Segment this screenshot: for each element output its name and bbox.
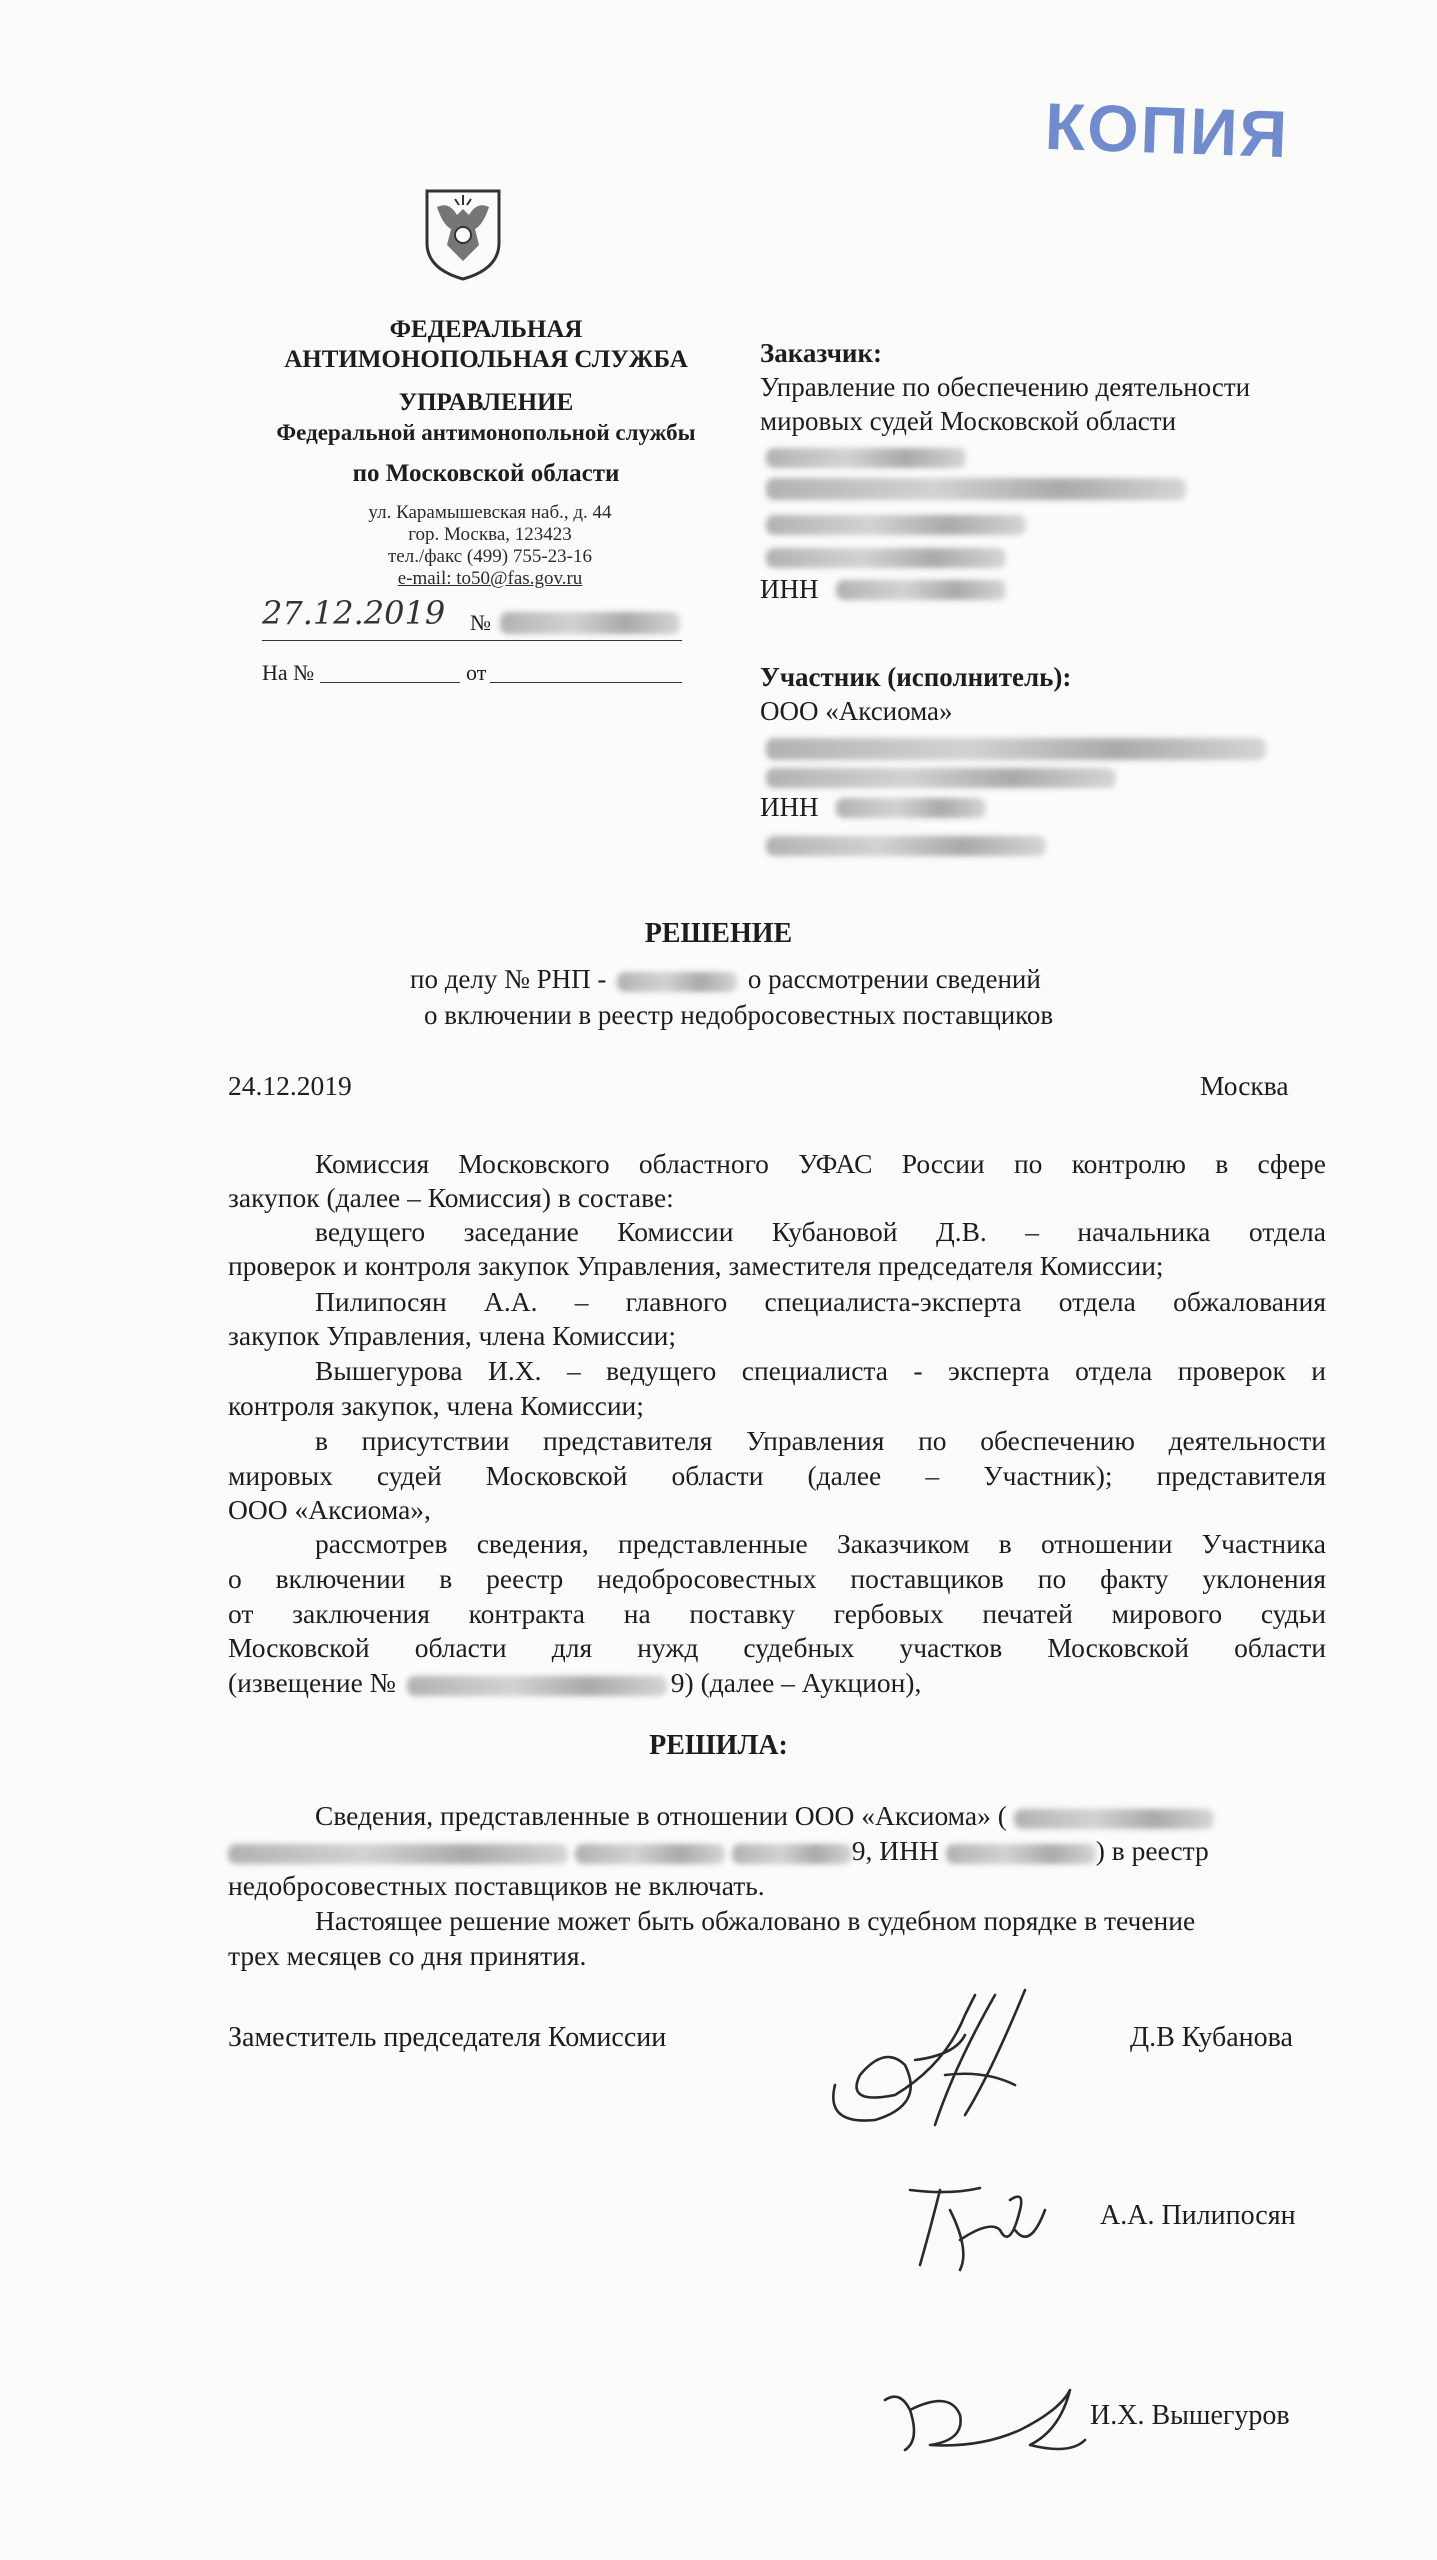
notice-prefix: (извещение № (228, 1667, 396, 1698)
resolved-line-4: Настоящее решение может быть обжаловано в судебном порядке в течение (315, 1905, 1196, 1936)
resolved-line-5: трех месяцев со дня принятия. (228, 1940, 587, 1971)
sender-address-block (300, 502, 680, 590)
copy-stamp: КОПИЯ (1043, 88, 1291, 172)
redacted-participant-address (766, 738, 1266, 760)
redacted-case-number (617, 972, 737, 992)
body-line: Московской области для нужд судебных участков Московской области (228, 1632, 1326, 1663)
redacted-participant-email (766, 836, 1046, 856)
signer-name-3: И.Х. Вышегуров (1090, 2400, 1290, 2431)
redacted-participant-address (766, 768, 1116, 788)
resolved-text: Сведения, представленные в отношении ООО «Аксиома» ( (315, 1800, 1007, 1831)
body-line: закупок (далее – Комиссия) в составе: (228, 1182, 674, 1213)
resolved-line-1 (228, 1800, 1413, 1832)
from-date-line (490, 682, 682, 683)
redacted-inn (946, 1844, 1096, 1864)
body-line: проверок и контроля закупок Управления, заместителя председателя Комиссии; (228, 1250, 1164, 1281)
coat-of-arms-icon (421, 185, 505, 283)
body-line: от заключения контракта на поставку гербовых печатей мирового судьи (228, 1598, 1326, 1629)
redacted-customer-contact (766, 548, 1006, 568)
from-label: от (466, 660, 487, 685)
redacted-customer-contact (766, 515, 1026, 535)
body-line: в присутствии представителя Управления по обеспечению деятельности (315, 1425, 1326, 1456)
sender-address: ул. Карамышевская наб., д. 44 (368, 502, 612, 523)
body-line: о включении в реестр недобросовестных поставщиков по факту уклонения (228, 1563, 1326, 1594)
participant-name: ООО «Аксиома» (760, 696, 953, 726)
redacted-address (575, 1844, 725, 1864)
sender-phone: тел./факс (499) 755-23-16 (388, 546, 592, 567)
participant-inn-label: ИНН (760, 792, 819, 822)
decision-place: Москва (1200, 1070, 1289, 1101)
signature-kubanova (815, 1975, 1065, 2155)
customer-heading: Заказчик: (760, 338, 883, 368)
customer-inn-label: ИНН (760, 574, 819, 604)
decision-title: РЕШЕНИЕ (644, 918, 793, 949)
redacted-participant-inn (836, 798, 986, 818)
redacted-address (732, 1844, 852, 1864)
resolved-line-3: недобросовестных поставщиков не включать. (228, 1870, 765, 1901)
body-line: рассмотрев сведения, представленные Заказчиком в отношении Участника (315, 1528, 1326, 1559)
redacted-address (228, 1844, 568, 1864)
body-line: ООО «Аксиома», (228, 1494, 431, 1525)
body-line: контроля закупок, члена Комиссии; (228, 1390, 644, 1421)
signature-pilipisyan (890, 2170, 1060, 2280)
redacted-notice-number (407, 1676, 667, 1696)
date-underline (262, 640, 682, 641)
signer-role: Заместитель председателя Комиссии (228, 2022, 667, 2053)
redacted-customer-address (766, 448, 966, 468)
participant-heading: Участник (исполнитель): (760, 662, 1072, 692)
sender-email: e-mail: to50@fas.gov.ru (397, 568, 583, 589)
sender-line-4: Федеральной антимонопольной службы (276, 420, 696, 445)
case-suffix: о рассмотрении сведений (747, 964, 1041, 994)
notice-suffix: 9) (далее – Аукцион), (670, 1667, 922, 1698)
body-line: закупок Управления, члена Комиссии; (228, 1320, 676, 1351)
body-line: Комиссия Московского областного УФАС России по контролю в сфере (315, 1148, 1326, 1179)
ref-number-line (320, 682, 460, 683)
body-line: Вышегурова И.Х. – ведущего специалиста - эксперта отдела проверок и (315, 1355, 1326, 1386)
resolved-heading: РЕШИЛА: (649, 1730, 788, 1761)
sender-line-3: УПРАВЛЕНИЕ (398, 389, 574, 416)
sender-header (226, 315, 746, 375)
body-line-notice (228, 1667, 1326, 1699)
resolved-register-text: ) в реестр (1095, 1835, 1209, 1866)
sender-line-1: ФЕДЕРАЛЬНАЯ (389, 316, 583, 343)
redacted-outgoing-number (500, 612, 680, 634)
resolved-inn-text: 9, ИНН (851, 1835, 939, 1866)
body-line: Пилипосян А.А. – главного специалиста-эксперта отдела обжалования (315, 1286, 1326, 1317)
case-prefix: по делу № РНП - (410, 964, 607, 994)
outgoing-date: 27.12.2019 (262, 594, 446, 632)
decision-subtitle-2: о включении в реестр недобросовестных поставщиков (424, 1000, 1054, 1030)
customer-name-2: мировых судей Московской области (760, 406, 1177, 436)
decision-date: 24.12.2019 (228, 1070, 352, 1101)
sender-line-5: по Московской области (352, 460, 620, 487)
resolved-line-2 (228, 1835, 1326, 1867)
redacted-customer-address (766, 478, 1186, 500)
ref-label: На № (262, 660, 315, 685)
number-label: № (470, 610, 491, 635)
body-line: мировых судей Московской области (далее – Участник); представителя (228, 1460, 1326, 1491)
sender-department (226, 388, 746, 448)
signer-name-2: А.А. Пилипосян (1100, 2200, 1296, 2231)
decision-subtitle-1 (410, 964, 1041, 995)
redacted-customer-inn (836, 580, 1006, 600)
sender-city: гор. Москва, 123423 (408, 524, 572, 545)
redacted-address (1014, 1809, 1214, 1829)
body-line: ведущего заседание Комиссии Кубановой Д.В. – начальника отдела (315, 1216, 1326, 1247)
sender-line-2: АНТИМОНОПОЛЬНАЯ СЛУЖБА (284, 346, 688, 373)
signer-name-1: Д.В Кубанова (1130, 2022, 1293, 2053)
customer-name-1: Управление по обеспечению деятельности (760, 372, 1251, 402)
signature-vyshegurov (870, 2370, 1100, 2470)
